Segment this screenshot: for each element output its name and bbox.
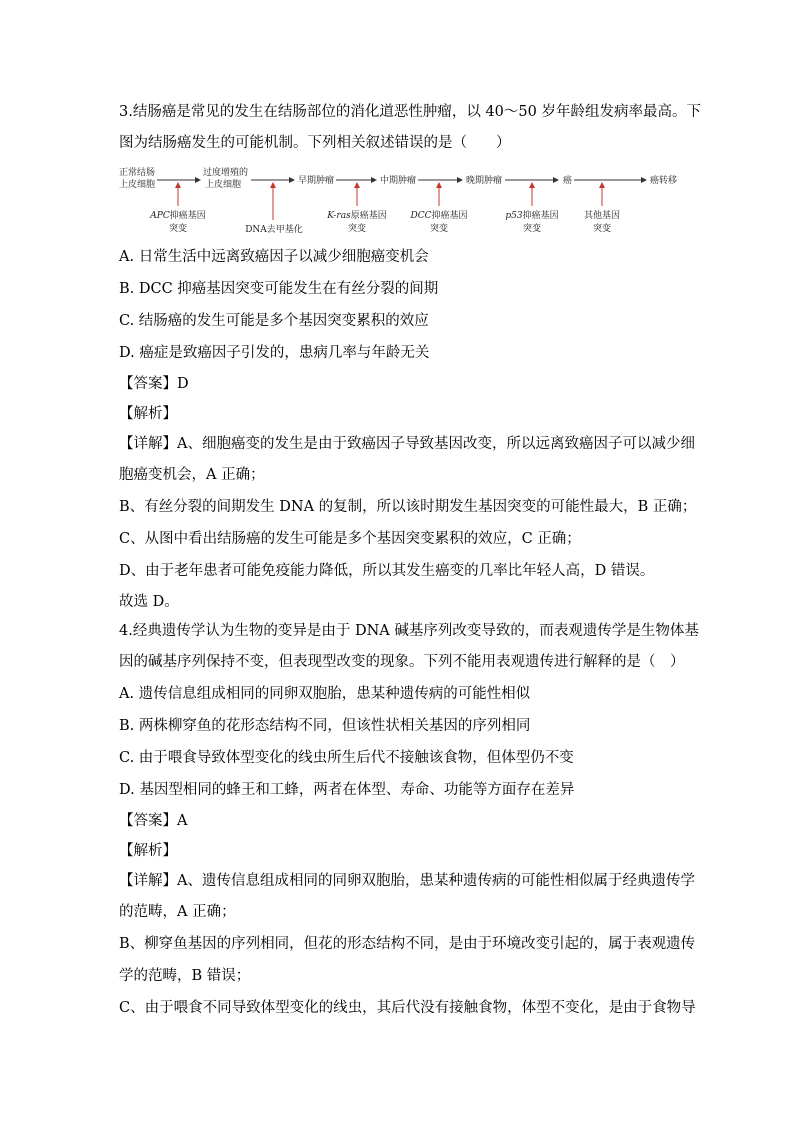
q4-detail-line: B、柳穿鱼基因的序列相同，但花的形态结构不同，是由于环境改变引起的，属于表观遗传 (119, 936, 696, 952)
q4-stem-line-2: 因的碱基序列保持不变，但表现型改变的现象。下列不能用表观遗传进行解释的是（ ） (119, 654, 685, 670)
stage-metastasis: 癌转移 (650, 176, 677, 186)
q4-detail-line: 学的范畴，B 错误； (119, 968, 251, 984)
stage-hyperplastic-line1: 过度增殖的 (203, 168, 249, 178)
q4-analysis-heading: 【解析】 (119, 843, 177, 859)
q3-option-d: D. 癌症是致癌因子引发的，患病几率与年龄无关 (119, 345, 430, 361)
stage-hyperplastic-line2: 上皮细胞 (205, 180, 242, 190)
cause-kras-line2: 突变 (347, 224, 367, 234)
stage-early-tumor: 早期肿瘤 (298, 176, 335, 186)
cause-p53-line2: 突变 (522, 224, 542, 234)
q4-stem-line-1: 4.经典遗传学认为生物的变异是由于 DNA 碱基序列改变导致的，而表观遗传学是生物体基 (119, 623, 699, 639)
q4-detail-line: 【详解】A、遗传信息组成相同的同卵双胞胎，患某种遗传病的可能性相似属于经典遗传学 (119, 873, 695, 889)
stage-cancer: 癌 (563, 176, 573, 186)
cause-apc-label: APC抑癌基因 (150, 211, 206, 221)
stage-mid-tumor: 中期肿瘤 (380, 176, 417, 186)
q4-detail-line: C、由于喂食不同导致体型变化的线虫，其后代没有接触食物，体型不变化，是由于食物导 (119, 1000, 696, 1016)
q3-option-c: C. 结肠癌的发生可能是多个基因突变累积的效应 (119, 313, 429, 329)
q3-detail-line: C、从图中看出结肠癌的发生可能是多个基因突变累积的效应，C 正确； (119, 531, 581, 547)
cause-dcc-line2: 突变 (429, 224, 449, 234)
q4-option-b: B. 两株柳穿鱼的花形态结构不同，但该性状相关基因的序列相同 (119, 718, 531, 734)
q3-stem-line-2: 图为结肠癌发生的可能机制。下列相关叙述错误的是（ ） (119, 135, 511, 151)
q3-answer: 【答案】D (119, 376, 189, 392)
colon-cancer-mechanism-diagram (117, 164, 677, 240)
q4-option-c: C. 由于喂食导致体型变化的线虫所生后代不接触该食物，但体型仍不变 (119, 750, 574, 766)
q3-detail-line: 故选 D。 (119, 594, 179, 610)
q3-detail-line: B、有丝分裂的间期发生 DNA 的复制，所以该时期发生基因突变的可能性最大，B 正确； (119, 499, 697, 515)
stage-late-tumor: 晚期肿瘤 (466, 176, 503, 186)
q4-answer: 【答案】A (119, 813, 188, 829)
cause-dna-label: DNA去甲基化 (245, 225, 303, 235)
stage-normal-line2: 上皮细胞 (119, 180, 156, 190)
q3-stem-line-1: 3.结肠癌是常见的发生在结肠部位的消化道恶性肿瘤，以 40～50 岁年龄组发病率最高。下 (119, 104, 701, 120)
cause-other-label: 其他基因 (583, 211, 621, 221)
q3-detail-line: D、由于老年患者可能免疫能力降低，所以其发生癌变的几率比年轻人高，D 错误。 (119, 563, 655, 579)
q3-option-a: A. 日常生活中远离致癌因子以减少细胞癌变机会 (119, 249, 429, 265)
cause-apc-line2: 突变 (168, 224, 188, 234)
cause-p53-label: p53抑癌基因 (505, 211, 559, 221)
q4-detail-line: 的范畴，A 正确； (119, 904, 236, 920)
q3-analysis-heading: 【解析】 (119, 406, 177, 422)
q4-option-a: A. 遗传信息组成相同的同卵双胞胎，患某种遗传病的可能性相似 (119, 686, 531, 702)
stage-normal-line1: 正常结肠 (119, 168, 156, 178)
q3-detail-line: 胞癌变机会，A 正确； (119, 467, 265, 483)
cause-dcc-label: DCC抑癌基因 (410, 211, 468, 221)
q3-detail-line: 【详解】A、细胞癌变的发生是由于致癌因子导致基因改变，所以远离致癌因子可以减少细 (119, 436, 695, 452)
cause-other-line2: 突变 (592, 224, 612, 234)
cause-kras-label: K-ras原癌基因 (327, 211, 387, 221)
q4-option-d: D. 基因型相同的蜂王和工蜂，两者在体型、寿命、功能等方面存在差异 (119, 782, 575, 798)
q3-option-b: B. DCC 抑癌基因突变可能发生在有丝分裂的间期 (119, 281, 439, 297)
